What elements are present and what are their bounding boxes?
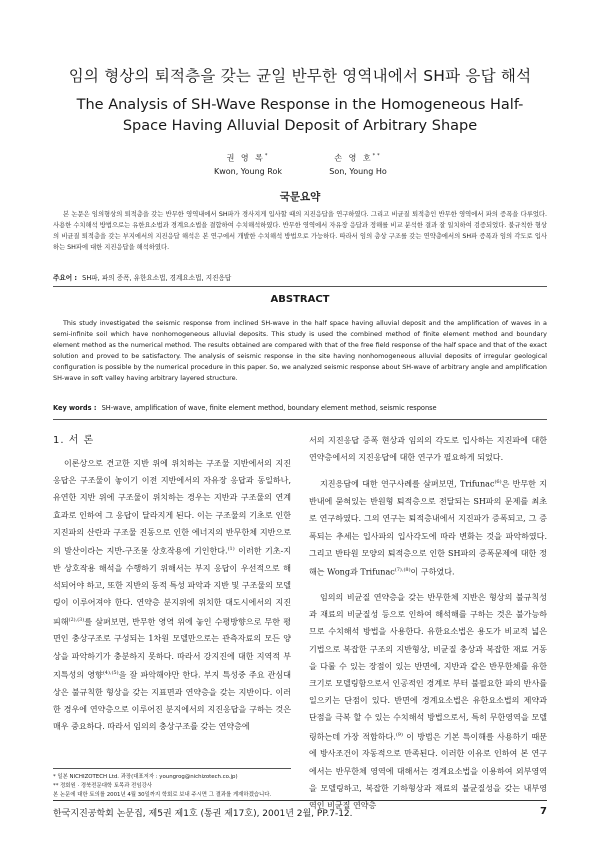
citation: (7),(8) — [394, 567, 411, 574]
footnote: ** 정회원 · 경북전문대학 토목과 전임강사 — [53, 783, 152, 789]
keywords-english-list: SH-wave, amplification of wave, finite element method, boundary element method, seismic response — [101, 404, 437, 412]
citation: (6) — [494, 479, 502, 486]
keywords-korean — [53, 272, 547, 282]
author-2-name-korean: 손 영 호 — [334, 153, 373, 163]
footnotes — [53, 768, 291, 800]
citation: (2),(3) — [68, 616, 85, 623]
abstract-english-text: This study investigated the seismic response from inclined SH-wave in the half space having alluvial deposit and the amplification of waves in a semi-infinite soil which have nonhomogeneous alluvial deposits. This study is used the combined method of finite element method and boundary element method as the numerical method. The results obtained are compared with that of the free field response of the half space and that of the exact solution and proved to be satisfactory. The analysis of seismic response in the site having nonhomogeneous alluvial deposits of irregular geological configuration is possible by the numerical procedure in this paper. So, we analyzed seismic response about SH-wave of arbitrary angle and amplification SH-wave in soft valley having arbitrary layered structure. — [53, 319, 547, 382]
body-paragraph: 서의 지진응답 증폭 현상과 임의의 각도로 입사하는 지진파에 대한 연약층에서의 지진응답에 대한 연구가 필요하게 되었다. — [309, 436, 547, 463]
section-heading-introduction: 1. 서 론 — [53, 435, 95, 446]
footnote: * 일본 NICHIZOTECH Ltd. 과장(대표저자 : youngrog@nichizotech.co.jp) — [53, 774, 238, 780]
footnote: 본 논문에 대한 토의를 2001년 4월 30일까지 학회로 보내 주시면 그 결과를 게재하겠습니다. — [53, 792, 272, 798]
body-paragraph: 지진응답에 대한 연구사례를 살펴보면, Trifunac$^{(6)}$은 반무한 지반내에 묻혀있는 반원형 퇴적층으로 전달되는 SH파의 문제를 최초로 연구하였다. 그의 연구는 퇴적층내에서 지진파가 증폭되고, 그 증폭되는 추세는 입사파의 입사각도에 따라 변화는 것을 파악하였다. 그리고 반타원 모양의 퇴적층으로 인한 SH파의 증폭문제에 대한 정해는 Wong과 Trifunac$^{(7),(8)}$이 구하였다. — [309, 479, 547, 577]
author-1-marker: * — [264, 153, 270, 159]
abstract-english-heading: ABSTRACT — [270, 294, 330, 305]
body-paragraph: 이론상으로 견고한 지반 위에 위치하는 구조물 지반에서의 지진응답은 구조물이 놓이기 이전 지반에서의 자유장 응답과 동일하나, 유연한 지반 위에 구조물이 위치하는 경우는 지반과 구조물의 연계효과로 인하여 그 응답이 달라지게 된다. 이는 구조물의 기초로 인한 지진파의 산란과 구조물 진동으로 인한 에너지의 반무한체 지반으로의 발산이라는 지반-구조물 상호작용에 기인한다.$^{(1)}$ 이러한 기초-지반 상호작용 해석을 수행하기 위해서는 부지 응답이 우선적으로 해석되어야 하고, 또한 지반의 동적 특성 파악과 지반 및 구조물의 모델링이 이루어져야 한다. 연약층 분지위에 위치한 대도시에서의 지진피해$^{(2),(3)}$를 살펴보면, 반무한 영역 위에 놓인 수평방향으로 무한 평면인 충상구조로 구성되는 1차원 모델만으로는 관측자료의 모든 양상을 파악하기가 충분하지 못하다. 따라서 강지진에 대한 지역적 부지특성의 영향$^{(4),(5)}$을 잘 파악해야만 한다. 부지 특성중 주요 관심대상은 불규칙한 형상을 갖는 지표면과 연약층을 갖는 지반이다. 이러한 경우에 연약층으로 이루어진 분지에서의 지진응답을 구하는 것은 매우 중요하다. 따라서 임의의 충상구조를 갖는 연약층에 — [53, 459, 292, 732]
keywords-english-label: Key words : — [53, 404, 97, 412]
author-1-name-english: Kwon, Young Rok — [213, 166, 283, 176]
body-column-right — [309, 432, 547, 814]
author-2-name-english: Son, Young Ho — [329, 166, 387, 176]
paper-title-korean: 임의 형상의 퇴적층을 갖는 균일 반무한 영역내에서 SH파 응답 해석 — [68, 67, 532, 85]
author-1-name-korean: 권 영 록 — [226, 153, 265, 163]
page-footer — [53, 806, 547, 819]
author-2-marker: ** — [372, 153, 382, 159]
divider-line — [53, 286, 547, 287]
keywords-korean-label: 주요어 : — [53, 274, 78, 282]
page-number: 7 — [540, 806, 547, 817]
abstract-korean-text: 본 논문은 임의형상의 퇴적층을 갖는 반무한 영역내에서 SH파가 경사지게 입사할 때의 지진응답을 연구하였다. 그리고 비균질 퇴적층인 반무한 영역에서 파의 증폭을 다루었다. 사용한 수치해석 방법으로는 유한요소법과 경계요소법을 결합하여 수치해석하였다. 반무한 영역에서 자유장 응답과 정해를 비교 분석한 결과 잘 일치하여 검증되었다. 불규칙한 형상의 비균질 퇴적층을 갖는 부지에서의 지진응답 해석은 본 연구에서 개발한 수치해석 방법으로 가능하다. 따라서 임의 층상 구조를 갖는 연약층에서의 SH파 증폭과 임의 각도로 입사하는 SH파에 대한 지진응답을 해석하였다. — [53, 211, 547, 251]
keywords-korean-list: SH파, 파의 증폭, 유한요소법, 경계요소법, 지진응답 — [82, 274, 232, 282]
journal-citation: 한국지진공학회 논문집, 제5권 제1호 (통권 제17호), 2001년 2월, PP.7-12. — [53, 809, 353, 819]
paper-title-english: The Analysis of SH-Wave Response in the Homogeneous Half-Space Having Alluvial Deposit of Arbitrary Shape — [76, 97, 524, 134]
citation: (9) — [395, 731, 403, 738]
body-paragraph: 임의의 비균질 연약층을 갖는 반무한체 지반은 형상의 불규칙성과 재료의 비균질성 등으로 인하여 해석해를 구하는 것은 불가능하므로 수치해석 방법을 사용한다. 유한요소법은 용도가 비교적 넓은 기법으로 복잡한 구조의 지반형상, 비균질 충상과 복잡한 재료 거동을 다룰 수 있는 장점이 있는 반면에, 지반과 같은 반무한체를 유한 크기로 모델링함으로서 인공적인 경계로 부터 불필요한 파의 반사를 일으키는 단점이 있다. 반면에 경계요소법은 유한요소법의 제약과 단점을 극복 할 수 있는 수치해석 방법으로서, 특히 무한영역을 모델링하는데 가장 적합하다.$^{(9)}$ 이 방법은 기본 특이해를 사용하기 때문에 방사조건이 자동적으로 만족된다. 이러한 이유로 인하여 본 연구에서는 반무한체 영역에 대해서는 경계요소법을 이용하여 외부영역을 모델링하고, 복잡한 기하형상과 재료의 불균질성을 갖는 내부영역인 비균질 연약층 — [309, 592, 547, 811]
keywords-english — [53, 404, 547, 412]
citation: (1) — [227, 546, 235, 553]
author-2 — [288, 150, 428, 178]
body-column-left — [53, 432, 291, 735]
citation: (4),(5) — [102, 669, 119, 676]
divider-line — [53, 419, 547, 420]
footer-divider — [53, 800, 547, 801]
abstract-korean-heading: 국문요약 — [279, 191, 321, 203]
